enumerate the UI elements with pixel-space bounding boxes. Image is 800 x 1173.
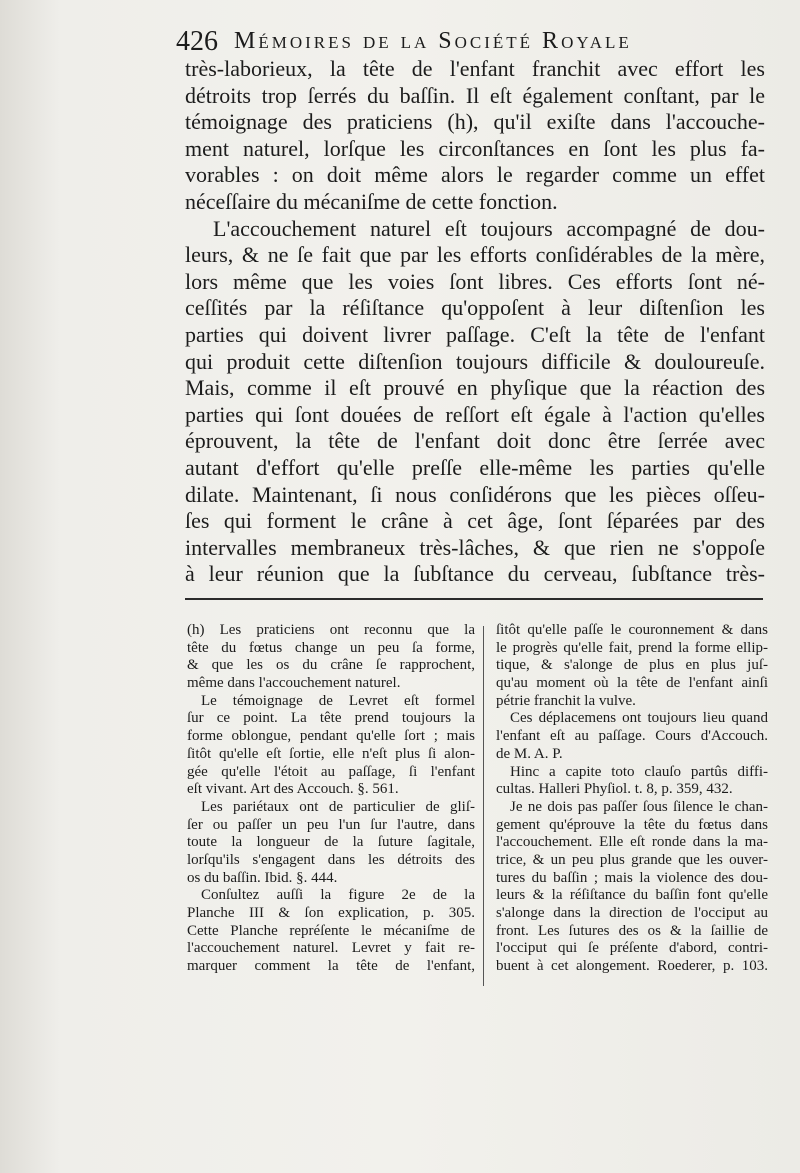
footnote-line: eſt vivant. Art des Accouch. §. 561. bbox=[187, 781, 399, 798]
footnote-line: Hinc a capite toto clauſo partûs diffi- bbox=[510, 763, 768, 780]
footnote-line: ſur ce point. La tête prend toujours la bbox=[187, 710, 475, 727]
footnote-line: ſitôt qu'elle eſt ſortie, elle n'eſt plus ſi alon- bbox=[187, 745, 475, 762]
main-text-line: ſes qui forment le crâne à cet âge, ſont ſéparées par des bbox=[185, 508, 765, 534]
main-text-block bbox=[185, 56, 765, 588]
main-text-line: éprouvent, la tête de l'enfant doit donc être ſerrée avec bbox=[185, 428, 765, 454]
main-text-line: leurs, & ne ſe fait que par les efforts conſidérables de la mère, bbox=[185, 242, 765, 268]
main-text-line: intervalles membraneux très-lâches, & que rien ne s'oppoſe bbox=[185, 534, 765, 560]
main-text-line: à leur réunion que la ſubſtance du cerveau, ſubſtance très- bbox=[185, 561, 765, 587]
footnote-line: Le témoignage de Levret eſt formel bbox=[201, 692, 475, 709]
page-number: 426 bbox=[176, 26, 218, 57]
footnote-line: l'accouchement naturel. Levret y fait re- bbox=[187, 940, 475, 957]
footnote-line: tête du fœtus change un peu ſa forme, bbox=[187, 639, 475, 656]
footnote-line: os du baſſin. Ibid. §. 444. bbox=[187, 869, 338, 886]
footnote-line: gement qu'éprouve la tête du fœtus dans bbox=[496, 816, 768, 833]
footnotes-right-column bbox=[496, 622, 768, 976]
main-text-line: détroits trop ſerrés du baſſin. Il eſt également conſtant, par le bbox=[185, 82, 765, 108]
footnote-line: (h) Les praticiens ont reconnu que la bbox=[187, 622, 475, 638]
footnote-line: tures du baſſin ; mais la violence des dou- bbox=[496, 869, 768, 886]
footnote-line: Je ne dois pas paſſer ſous ſilence le chan- bbox=[510, 798, 768, 815]
main-text-line: ment naturel, lorſque les circonſtances en ſont les plus fa- bbox=[185, 135, 765, 161]
footnote-line: forme oblongue, pendant qu'elle ſort ; mais bbox=[187, 728, 475, 745]
main-text-line: très-laborieux, la tête de l'enfant franchit avec effort les bbox=[185, 56, 765, 81]
footnote-line: qu'au moment où la tête de l'enfant ainſi bbox=[496, 675, 768, 692]
footnote-line: tique, & s'alonge de plus en plus juſ- bbox=[496, 657, 768, 674]
main-text-line: parties qui ſont douées de reſſort eſt égale à l'action qu'elles bbox=[185, 401, 765, 427]
footnote-line: s'alonge dans la direction de l'occiput au bbox=[496, 905, 768, 921]
footnote-line: de M. A. P. bbox=[496, 745, 563, 762]
main-text-line: vorables : on doit même alors le regarder comme un effet bbox=[185, 162, 765, 188]
footnote-line: ſer ou paſſer un peu l'un ſur l'autre, dans bbox=[187, 816, 475, 833]
main-text-line: Mais, comme il eſt prouvé en phyſique que la réaction des bbox=[185, 375, 765, 401]
footnote-line: marquer comment la tête de l'enfant, bbox=[187, 958, 475, 975]
main-text-line: L'accouchement naturel eſt toujours accompagné de dou- bbox=[213, 215, 765, 241]
footnote-line: l'occiput qui ſe préſente d'abord, contri- bbox=[496, 940, 768, 957]
footnote-line: front. Les ſutures des os & la ſaillie de bbox=[496, 922, 768, 939]
footnote-line: Cette Planche repréſente le mécaniſme de bbox=[187, 922, 475, 939]
main-text-line: témoignage des praticiens (h), qu'il exiſte dans l'accouche- bbox=[185, 109, 765, 135]
footnote-line: l'enfant eſt au paſſage. Cours d'Accouch. bbox=[496, 728, 768, 745]
footnote-line: leurs & la réſiſtance du baſſin font qu'elle bbox=[496, 887, 768, 904]
footnote-line: cultas. Halleri Phyſiol. t. 8, p. 359, 432. bbox=[496, 781, 733, 798]
main-text-line: parties qui doivent livrer paſſage. C'eſt la tête de l'enfant bbox=[185, 321, 765, 347]
footnote-line: pétrie franchit la vulve. bbox=[496, 692, 636, 709]
main-text-line: autant d'effort qu'elle preſſe elle-même les parties qu'elle bbox=[185, 454, 765, 480]
main-text-line: lors même que les voies ſont libres. Ces efforts ſont né- bbox=[185, 268, 765, 294]
footnote-line: lorſqu'ils s'engagent dans les détroits des bbox=[187, 851, 475, 868]
footnote-line: gée qu'elle l'étoit au paſſage, ſi l'enfant bbox=[187, 763, 475, 780]
footnote-line: & que les os du crâne ſe rapprochent, bbox=[187, 657, 475, 674]
footnote-separator-rule bbox=[185, 598, 763, 600]
footnotes-left-column bbox=[187, 622, 475, 976]
footnote-line: buent à cet alongement. Roederer, p. 103. bbox=[496, 958, 768, 975]
footnote-line: Ces déplacemens ont toujours lieu quand bbox=[510, 710, 768, 727]
footnote-line: le progrès qu'elle fait, prend la forme ellip- bbox=[496, 639, 768, 656]
footnote-line: Planche III & ſon explication, p. 305. bbox=[187, 905, 475, 921]
footnote-line: trice, & un peu plus grande que les ouver- bbox=[496, 851, 768, 868]
running-title: Mémoires de la Société Royale bbox=[234, 28, 632, 54]
footnote-line: toute la longueur de la ſuture ſagitale, bbox=[187, 834, 475, 851]
footnote-line: l'accouchement. Elle eſt ronde dans la ma- bbox=[496, 834, 768, 851]
footnote-line: même dans l'accouchement naturel. bbox=[187, 675, 401, 692]
footnote-column-divider bbox=[483, 626, 484, 986]
footnote-line: Conſultez auſſi la figure 2e de la bbox=[201, 887, 475, 904]
main-text-line: dilate. Maintenant, ſi nous conſidérons que les pièces oſſeu- bbox=[185, 481, 765, 507]
main-text-line: qui produit cette diſtenſion toujours difficile & douloureuſe. bbox=[185, 348, 765, 374]
footnote-line: Les pariétaux ont de particulier de gliſ- bbox=[201, 798, 475, 815]
main-text-line: néceſſaire du mécaniſme de cette fonction. bbox=[185, 188, 558, 214]
footnote-line: ſitôt qu'elle paſſe le couronnement & dans bbox=[496, 622, 768, 638]
main-text-line: ceſſités par la réſiſtance qu'oppoſent à leur diſtenſion les bbox=[185, 295, 765, 321]
